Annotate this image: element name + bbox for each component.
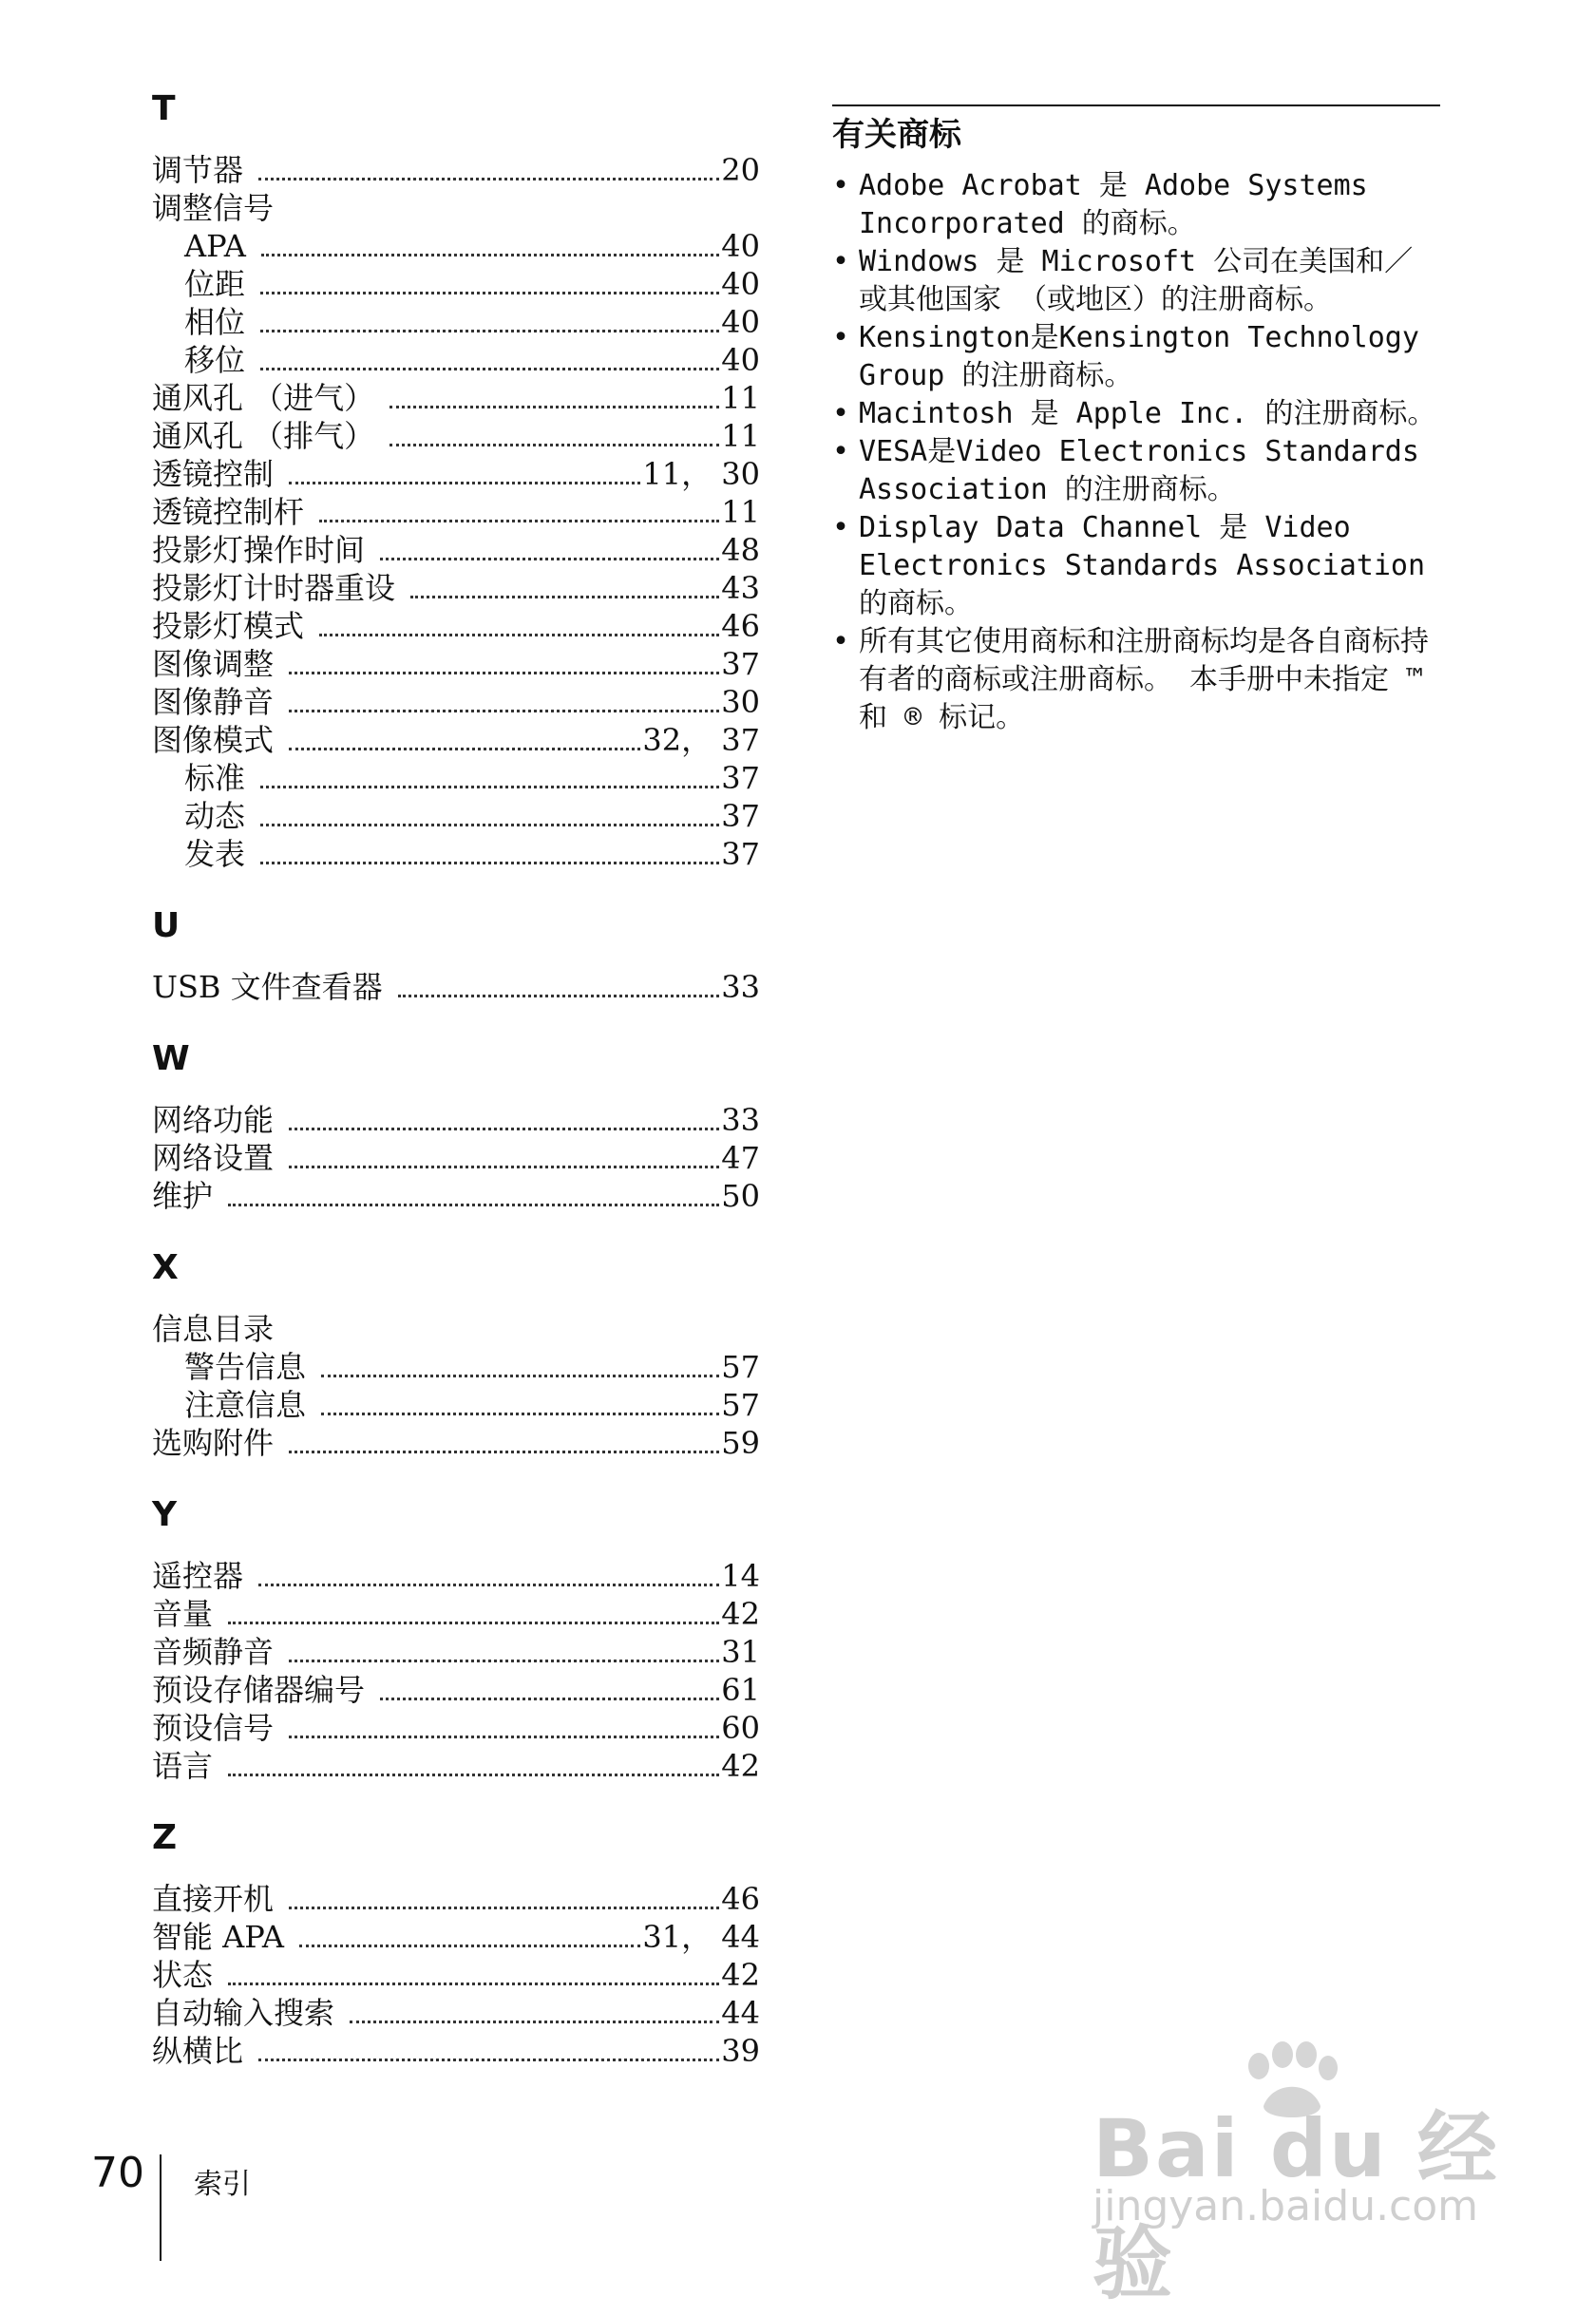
entry-label: 透镜控制杆 — [152, 494, 305, 530]
trademark-text: Kensington是Kensington Technology Group 的注册商标。 — [859, 321, 1419, 392]
page-number: 70 — [91, 2149, 144, 2197]
entry-label: 位距 — [184, 266, 246, 302]
index-section-z — [152, 1819, 760, 2070]
bullet-icon: • — [832, 169, 850, 202]
entry-page: 32， 37 — [642, 722, 760, 758]
entry-label: 音频静音 — [152, 1634, 275, 1670]
dot-leader — [299, 1907, 640, 1947]
dot-leader — [289, 634, 719, 674]
dot-leader — [260, 330, 719, 370]
watermark-url: jingyan.baidu.com — [1092, 2182, 1479, 2230]
baidu-jingyan-watermark — [1064, 2076, 1510, 2310]
entry-page: 11， 30 — [642, 456, 760, 492]
index-entry — [152, 1177, 760, 1215]
entry-label: 相位 — [184, 304, 246, 340]
dot-leader — [258, 140, 719, 180]
entry-label: 智能 APA — [152, 1919, 284, 1955]
index-column — [152, 90, 760, 2104]
entry-page: 40 — [721, 266, 760, 302]
entry-label: USB 文件查看器 — [152, 969, 383, 1005]
entry-label: 遥控器 — [152, 1558, 244, 1594]
entry-label: 信息目录 — [152, 1311, 275, 1347]
index-section-u — [152, 907, 760, 1006]
dot-leader — [289, 710, 640, 750]
dot-leader — [228, 1945, 719, 1985]
index-section-w — [152, 1040, 760, 1215]
dot-leader — [289, 1869, 719, 1909]
entry-label: 纵横比 — [152, 2033, 244, 2069]
entry-label: 网络功能 — [152, 1102, 275, 1138]
entry-label: 图像静音 — [152, 684, 275, 720]
section-letter: X — [152, 1248, 179, 1287]
dot-leader — [228, 1584, 719, 1624]
dot-leader — [260, 254, 719, 294]
entry-label: 图像调整 — [152, 646, 275, 682]
entry-page: 42 — [721, 1596, 760, 1632]
entry-page: 31 — [721, 1634, 760, 1670]
dot-leader — [390, 406, 719, 446]
dot-leader — [321, 1337, 719, 1377]
dot-leader — [350, 1983, 719, 2023]
dot-leader — [289, 444, 640, 484]
dot-leader — [390, 368, 719, 408]
dot-leader — [289, 672, 719, 712]
bullet-icon: • — [832, 245, 850, 278]
index-entry — [152, 1424, 760, 1462]
entry-label: 通风孔 （排气） — [152, 418, 375, 454]
entry-page: 59 — [721, 1425, 760, 1461]
trademarks-panel — [832, 104, 1440, 737]
entry-label: 动态 — [184, 798, 246, 834]
entry-page: 11 — [721, 494, 760, 530]
entry-label: 警告信息 — [184, 1349, 307, 1385]
dot-leader — [289, 1128, 719, 1168]
entry-label: APA — [184, 228, 246, 264]
dot-leader — [410, 558, 719, 598]
trademarks-title: 有关商标 — [832, 116, 961, 154]
entry-label: 投影灯操作时间 — [152, 532, 366, 568]
entry-label: 直接开机 — [152, 1881, 275, 1917]
dot-leader — [380, 1660, 719, 1700]
entry-page: 50 — [721, 1178, 760, 1214]
bullet-icon: • — [832, 511, 850, 544]
dot-leader — [258, 2021, 719, 2061]
dot-leader — [289, 1413, 719, 1453]
trademarks-list — [832, 167, 1440, 737]
dot-leader — [321, 1375, 719, 1415]
index-section-x — [152, 1249, 760, 1462]
dot-leader — [289, 1622, 719, 1662]
entry-label: 状态 — [152, 1957, 214, 1993]
entry-label: 注意信息 — [184, 1387, 307, 1423]
index-entry — [152, 968, 760, 1006]
entry-page: 61 — [721, 1672, 760, 1708]
entry-label: 通风孔 （进气） — [152, 380, 375, 416]
bullet-icon: • — [832, 397, 850, 430]
entry-page: 60 — [721, 1710, 760, 1746]
entry-page: 37 — [721, 760, 760, 796]
entry-label: 维护 — [152, 1178, 214, 1214]
section-letter: Y — [152, 1495, 178, 1534]
entry-page: 57 — [721, 1387, 760, 1423]
trademark-text: Macintosh 是 Apple Inc. 的注册商标。 — [859, 397, 1436, 430]
section-letter: W — [152, 1039, 190, 1078]
section-letter: U — [152, 906, 180, 945]
entry-label: 语言 — [152, 1748, 214, 1784]
entry-page: 42 — [721, 1957, 760, 1993]
dot-leader — [261, 216, 719, 256]
index-entry — [152, 1747, 760, 1785]
bullet-icon: • — [832, 625, 850, 658]
dot-leader — [228, 1166, 719, 1206]
entry-page: 40 — [721, 228, 760, 264]
entry-page: 33 — [721, 1102, 760, 1138]
entry-page: 46 — [721, 1881, 760, 1917]
entry-page: 30 — [721, 684, 760, 720]
entry-label: 移位 — [184, 342, 246, 378]
entry-page: 37 — [721, 798, 760, 834]
entry-page: 42 — [721, 1748, 760, 1784]
entry-page: 57 — [721, 1349, 760, 1385]
entry-page: 46 — [721, 608, 760, 644]
entry-label: 预设存储器编号 — [152, 1672, 366, 1708]
trademarks-top-rule — [832, 104, 1440, 106]
entry-page: 37 — [721, 646, 760, 682]
entry-label: 预设信号 — [152, 1710, 275, 1746]
entry-page: 20 — [721, 152, 760, 188]
dot-leader — [319, 596, 719, 636]
entry-label: 网络设置 — [152, 1140, 275, 1176]
footer-section-label: 索引 — [194, 2168, 251, 2201]
trademark-item — [832, 623, 1440, 737]
entry-page: 48 — [721, 532, 760, 568]
entry-page: 39 — [721, 2033, 760, 2069]
dot-leader — [258, 1546, 719, 1586]
entry-label: 自动输入搜索 — [152, 1995, 335, 2031]
trademark-text: Adobe Acrobat 是 Adobe Systems Incorporated 的商标。 — [859, 169, 1368, 240]
entry-label: 图像模式 — [152, 722, 275, 758]
entry-page: 14 — [721, 1558, 760, 1594]
section-letter: T — [152, 89, 176, 128]
index-section-y — [152, 1496, 760, 1785]
footer-divider — [160, 2154, 162, 2261]
entry-label: 投影灯模式 — [152, 608, 305, 644]
entry-page: 40 — [721, 342, 760, 378]
entry-page: 33 — [721, 969, 760, 1005]
index-entry — [152, 2032, 760, 2070]
trademark-item — [832, 433, 1440, 509]
bullet-icon: • — [832, 435, 850, 468]
dot-leader — [260, 786, 719, 826]
dot-leader — [289, 1698, 719, 1738]
entry-label: 投影灯计时器重设 — [152, 570, 396, 606]
bullet-icon: • — [832, 321, 850, 354]
dot-leader — [260, 824, 719, 864]
entry-page: 37 — [721, 836, 760, 872]
dot-leader — [260, 748, 719, 788]
entry-page: 47 — [721, 1140, 760, 1176]
trademark-text: 所有其它使用商标和注册商标均是各自商标持有者的商标或注册商标。 本手册中未指定 ™ 和 ® 标记。 — [859, 625, 1429, 734]
entry-label: 透镜控制 — [152, 456, 275, 492]
entry-page: 31， 44 — [642, 1919, 760, 1955]
trademark-item — [832, 395, 1440, 433]
entry-label: 发表 — [184, 836, 246, 872]
entry-page: 43 — [721, 570, 760, 606]
watermark-brand: Bai du 经验 — [1092, 2102, 1499, 2310]
dot-leader — [398, 957, 720, 997]
entry-label: 音量 — [152, 1596, 214, 1632]
trademark-text: Display Data Channel 是 Video Electronics Standards Association 的商标。 — [859, 511, 1426, 620]
index-subentry — [152, 835, 760, 873]
trademark-item — [832, 509, 1440, 623]
entry-label: 调整信号 — [152, 190, 275, 226]
dot-leader — [289, 1090, 719, 1130]
index-entry — [152, 151, 760, 189]
index-section-t — [152, 90, 760, 873]
section-letter: Z — [152, 1818, 178, 1857]
entry-label: 选购附件 — [152, 1425, 275, 1461]
dot-leader — [380, 520, 719, 560]
entry-page: 11 — [721, 380, 760, 416]
entry-label: 标准 — [184, 760, 246, 796]
dot-leader — [228, 1736, 719, 1776]
entry-page: 11 — [721, 418, 760, 454]
entry-page: 44 — [721, 1995, 760, 2031]
trademark-item — [832, 243, 1440, 319]
entry-page: 40 — [721, 304, 760, 340]
trademark-text: VESA是Video Electronics Standards Association 的注册商标。 — [859, 435, 1419, 506]
entry-label: 调节器 — [152, 152, 244, 188]
trademark-text: Windows 是 Microsoft 公司在美国和／或其他国家 （或地区）的注册商标。 — [859, 245, 1414, 316]
trademark-item — [832, 167, 1440, 243]
trademark-item — [832, 319, 1440, 395]
dot-leader — [319, 482, 719, 522]
dot-leader — [260, 292, 719, 332]
